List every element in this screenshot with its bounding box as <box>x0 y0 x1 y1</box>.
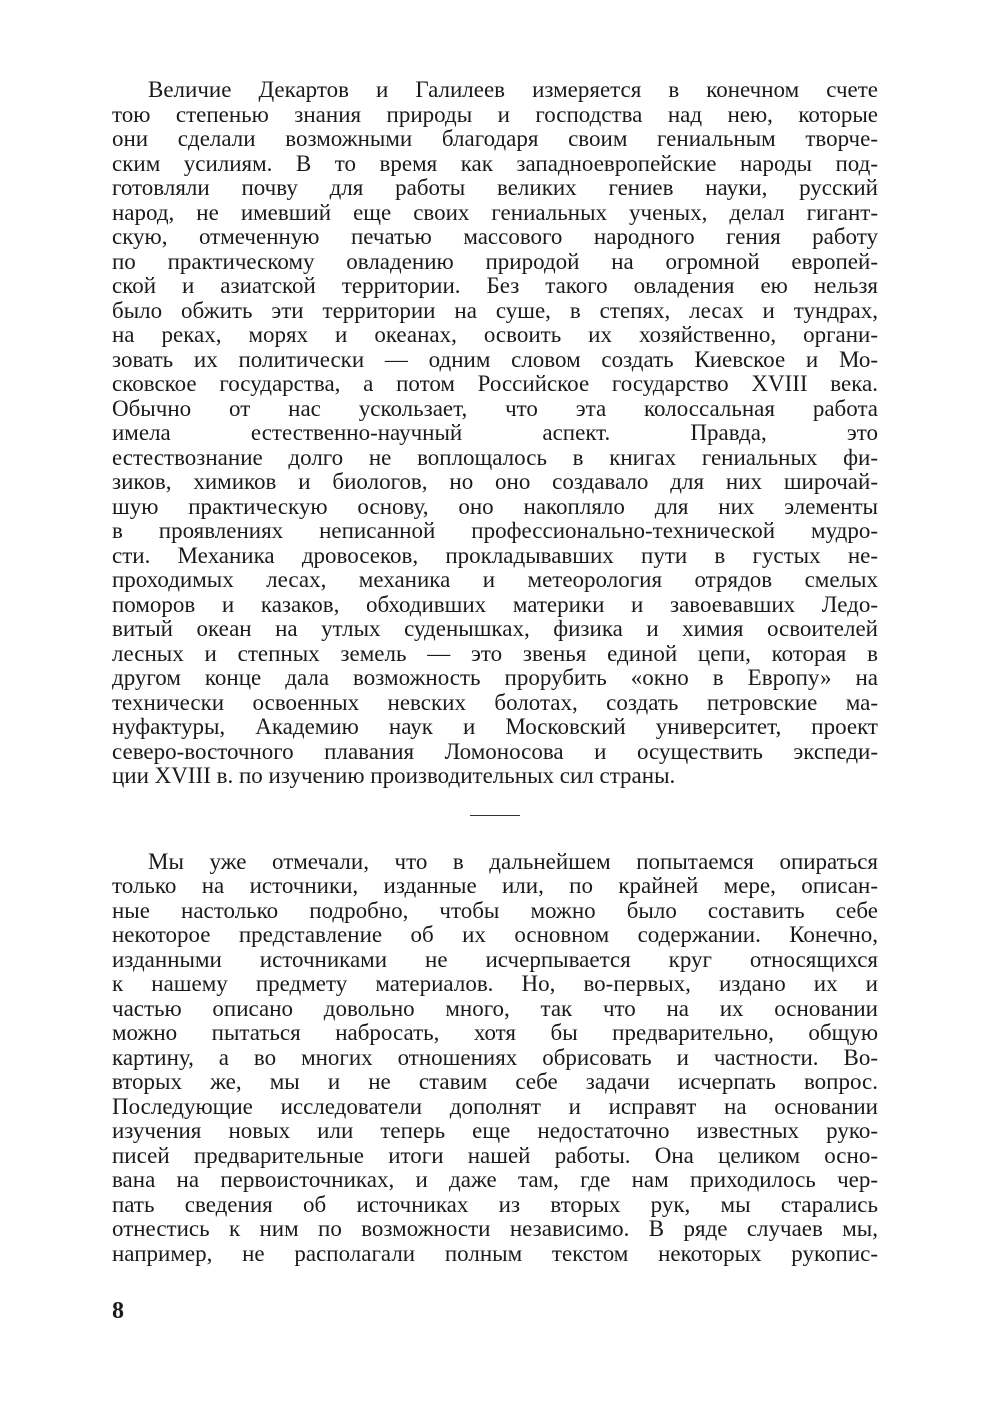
text-line: скую, отмеченную печатью массового народного гения работу <box>112 225 878 249</box>
text-line: лесных и степных земель — это звенья единой цепи, которая в <box>112 641 878 666</box>
text-line: к нашему предмету материалов. Но, во-первых, издано их и <box>112 972 878 996</box>
text-line: пать сведения об источниках из вторых рук, мы старались <box>112 1192 878 1217</box>
text-line: нуфактуры, Академию наук и Московский университет, проект <box>112 715 878 739</box>
text-line: картину, а во многих отношениях обрисовать и частности. Во- <box>112 1045 878 1070</box>
text-line: витый океан на утлых суденышках, физика и химия освоителей <box>112 617 878 641</box>
text-line: частью описано довольно много, так что на их основании <box>112 996 878 1021</box>
text-line: шую практическую основу, оно накопляло для них элементы <box>112 494 878 519</box>
text-line: вана на первоисточниках, и даже там, где нам приходилось чер- <box>112 1168 878 1192</box>
text-line: в проявлениях неписанной профессионально-технической мудро- <box>112 519 878 543</box>
text-line: проходимых лесах, механика и метеорология отрядов смелых <box>112 568 878 592</box>
text-line: ции XVIII в. по изучению производительных сил страны. <box>112 764 676 788</box>
text-line: зовать их политически — одним словом создать Киевское и Мо- <box>112 347 878 372</box>
text-line: на реках, морях и океанах, освоить их хозяйственно, органи- <box>112 323 878 347</box>
text-line: ским усилиям. В то время как западноевропейские народы под- <box>112 151 878 176</box>
text-line: только на источники, изданные или, по крайней мере, описан- <box>112 874 878 898</box>
text-line: Обычно от нас ускользает, что эта колоссальная работа <box>112 396 878 421</box>
text-line: имела естественно-научный аспект. Правда, это <box>112 421 878 445</box>
text-line: по практическому овладению природой на огромной европей- <box>112 249 878 274</box>
text-line: ской и азиатской территории. Без такого овладения ею нельзя <box>112 274 878 298</box>
text-line: сковское государства, а потом Российское государство XVIII века. <box>112 372 878 396</box>
text-line: вторых же, мы и не ставим себе задачи исчерпать вопрос. <box>112 1070 878 1094</box>
text-line: другом конце дала возможность прорубить «окно в Европу» на <box>112 666 878 690</box>
page-body <box>112 78 878 1266</box>
text-line: отнестись к ним по возможности независимо. В ряде случаев мы, <box>112 1217 878 1241</box>
text-line: тою степенью знания природы и господства над нею, которые <box>112 102 878 127</box>
text-line: северо-восточного плавания Ломоносова и осуществить экспеди- <box>112 739 878 764</box>
text-line: можно пытаться набросать, хотя бы предварительно, общую <box>112 1021 878 1045</box>
text-line: Мы уже отмечали, что в дальнейшем попытаемся опираться <box>148 849 878 874</box>
text-line: писей предварительные итоги нашей работы. Она целиком осно- <box>112 1143 878 1168</box>
text-line: изучения новых или теперь еще недостаточно известных руко- <box>112 1119 878 1143</box>
text-line: народ, не имевший еще своих гениальных ученых, делал гигант- <box>112 200 878 225</box>
text-line: изданными источниками не исчерпывается круг относящихся <box>112 947 878 972</box>
section-separator <box>470 815 520 816</box>
text-line: было обжить эти территории на суше, в степях, лесах и тундрах, <box>112 298 878 323</box>
text-line: Последующие исследователи дополнят и исправят на основании <box>112 1094 878 1119</box>
text-line: Величие Декартов и Галилеев измеряется в конечном счете <box>148 78 878 102</box>
text-line: сти. Механика дровосеков, прокладывавших пути в густых не- <box>112 543 878 568</box>
paragraph-2 <box>112 850 878 1267</box>
text-line: например, не располагали полным текстом некоторых рукопис- <box>112 1241 878 1266</box>
text-line: готовляли почву для работы великих гениев науки, русский <box>112 176 878 200</box>
text-line: они сделали возможными благодаря своим гениальным творче- <box>112 127 878 151</box>
page-number: 8 <box>112 1298 124 1324</box>
text-line: поморов и казаков, обходивших материки и завоевавших Ледо- <box>112 592 878 617</box>
text-line: ные настолько подробно, чтобы можно было составить себе <box>112 898 878 923</box>
text-line: естествознание долго не воплощалось в книгах гениальных фи- <box>112 445 878 470</box>
text-line: зиков, химиков и биологов, но оно создавало для них широчай- <box>112 470 878 494</box>
text-line: технически освоенных невских болотах, создать петровские ма- <box>112 690 878 715</box>
paragraph-1 <box>112 78 878 789</box>
text-line: некоторое представление об их основном содержании. Конечно, <box>112 923 878 947</box>
